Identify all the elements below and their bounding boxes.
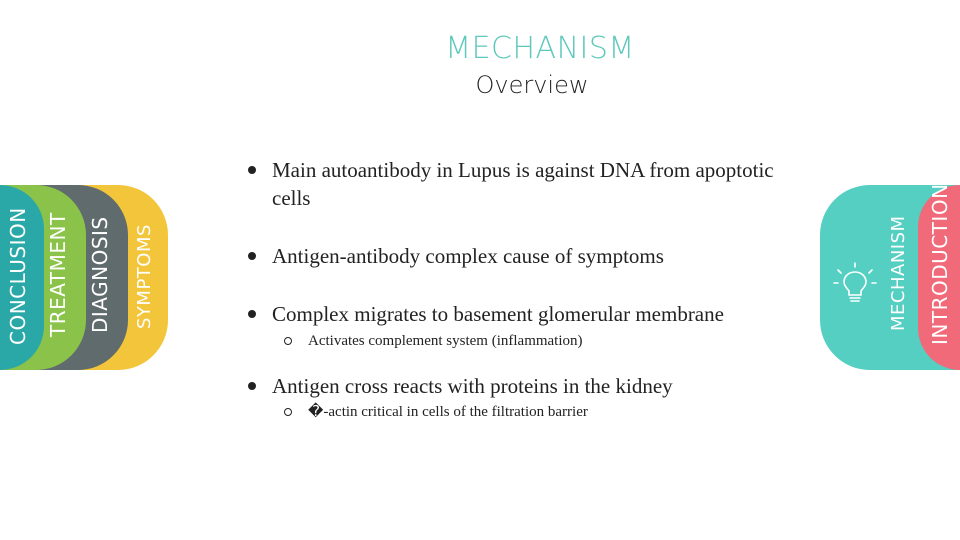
bullet-text: Antigen-antibody complex cause of symptoms	[272, 244, 664, 268]
sub-bullet-text: �-actin critical in cells of the filtration barrier	[308, 404, 588, 420]
bullet-text: Complex migrates to basement glomerular membrane	[272, 302, 724, 326]
tab-treatment-label: TREATMENT	[46, 212, 70, 337]
bullet-icon	[248, 310, 256, 318]
tab-symptoms-label: SYMPTOMS	[134, 224, 155, 329]
bullet-icon	[248, 166, 256, 174]
sub-bullet-icon	[284, 408, 292, 416]
slide-subtitle: Overview	[475, 71, 589, 99]
sub-bullet-icon	[284, 337, 292, 345]
lightbulb-icon	[830, 258, 880, 308]
bullet-icon	[248, 252, 256, 260]
bullet-text: Antigen cross reacts with proteins in the kidney	[272, 374, 673, 398]
tab-introduction[interactable]	[918, 185, 960, 370]
slide-title: MECHANISM	[445, 31, 635, 66]
tab-diagnosis-label: DIAGNOSIS	[88, 216, 112, 333]
sub-bullet-text: Activates complement system (inflammation)	[308, 333, 583, 349]
tab-introduction-label: INTRODUCTION	[928, 183, 952, 345]
bullet-text: Main autoantibody in Lupus is against DNA from apoptotic cells	[272, 158, 774, 210]
tab-mechanism-label: MECHANISM	[888, 215, 909, 331]
tab-conclusion-label: CONCLUSION	[6, 207, 30, 345]
tab-conclusion[interactable]	[0, 185, 44, 370]
bullet-icon	[248, 382, 256, 390]
